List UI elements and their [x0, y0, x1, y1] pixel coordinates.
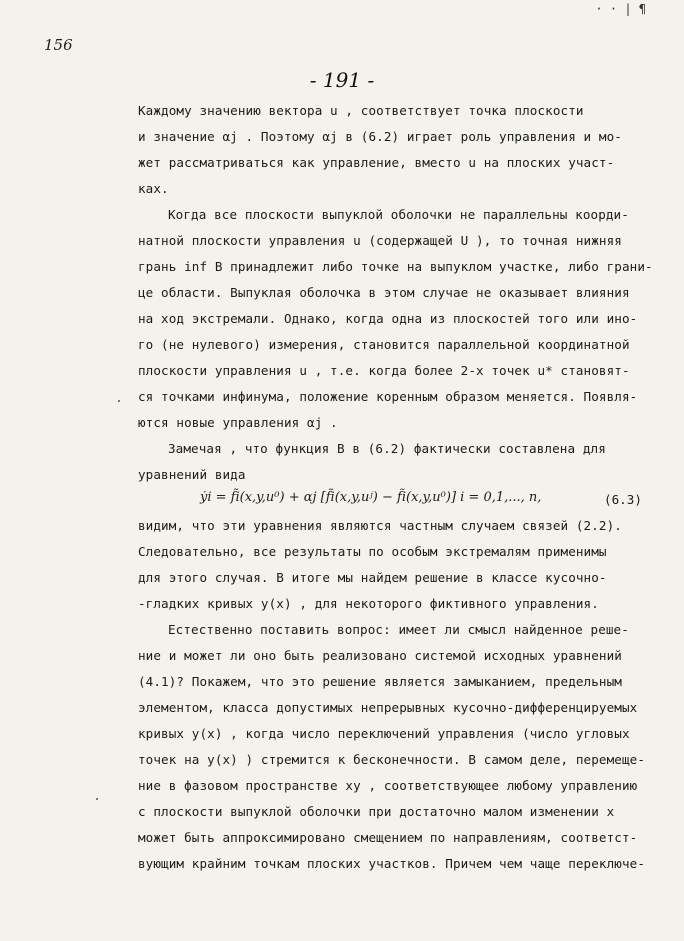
text-line: может быть аппроксимировано смещением по направлениям, соответст- [138, 830, 638, 845]
text-line: уравнений вида [138, 467, 246, 482]
text-line: (4.1)? Покажем, что это решение является замыканием, предельным [138, 674, 622, 689]
text-line: элементом, класса допустимых непрерывных кусочно-дифференцируемых [138, 700, 638, 715]
text-line: ние и может ли оно быть реализовано системой исходных уравнений [138, 648, 622, 663]
text-line: ние в фазовом пространстве xy , соответствующее любому управлению [138, 778, 638, 793]
text-line: Каждому значению вектора u , соответствует точка плоскости [138, 103, 584, 118]
text-line: для этого случая. В итоге мы найдем решение в классе кусочно- [138, 570, 607, 585]
text-line: точек на y(x) ) стремится к бесконечности. В самом деле, перемеще- [138, 752, 646, 767]
text-line: ся точками инфинума, положение коренным образом меняется. Появля- [138, 389, 638, 404]
text-line: натной плоскости управления u (содержащей U ), то точная нижняя [138, 233, 622, 248]
page-number: - 191 - [309, 68, 375, 92]
margin-page-note: 156 [44, 36, 73, 54]
text-line: на ход экстремали. Однако, когда одна из плоскостей того или ино- [138, 311, 638, 326]
text-line: кривых y(x) , когда число переключений управления (число угловых [138, 726, 630, 741]
text-line: плоскости управления u , т.е. когда более 2-х точек u* становят- [138, 363, 630, 378]
text-line: Следовательно, все результаты по особым экстремалям применимы [138, 544, 607, 559]
text-line: Естественно поставить вопрос: имеет ли смысл найденное реше- [168, 622, 629, 637]
equation-number: (6.3) [604, 492, 642, 507]
text-line: Замечая , что функция B в (6.2) фактически составлена для [168, 441, 606, 456]
corner-mark: · · | ¶ [595, 2, 646, 16]
text-line: ются новые управления αj . [138, 415, 338, 430]
text-line: ках. [138, 181, 169, 196]
paper-speck [118, 400, 120, 402]
text-line: с плоскости выпуклой оболочки при достаточно малом изменении x [138, 804, 615, 819]
text-line: грань inf B принадлежит либо точке на выпуклом участке, либо грани- [138, 259, 653, 274]
equation-6-3: ẏi = f̃i(x,y,u⁰) + αj [f̃i(x,y,uʲ) − f̃i(x,y,u⁰)] i = 0,1,..., n, [200, 490, 542, 505]
text-line: и значение αj . Поэтому αj в (6.2) играет роль управления и мо- [138, 129, 622, 144]
text-line: -гладких кривых y(x) , для некоторого фиктивного управления. [138, 596, 599, 611]
text-line: Когда все плоскости выпуклой оболочки не параллельны коорди- [168, 207, 629, 222]
paper-speck [96, 798, 98, 800]
text-line: це области. Выпуклая оболочка в этом случае не оказывает влияния [138, 285, 630, 300]
text-line: видим, что эти уравнения являются частным случаем связей (2.2). [138, 518, 622, 533]
text-line: жет рассматриваться как управление, вместо u на плоских участ- [138, 155, 615, 170]
text-line: вующим крайним точкам плоских участков. Причем чем чаще переключе- [138, 856, 646, 871]
text-line: го (не нулевого) измерения, становится параллельной координатной [138, 337, 630, 352]
